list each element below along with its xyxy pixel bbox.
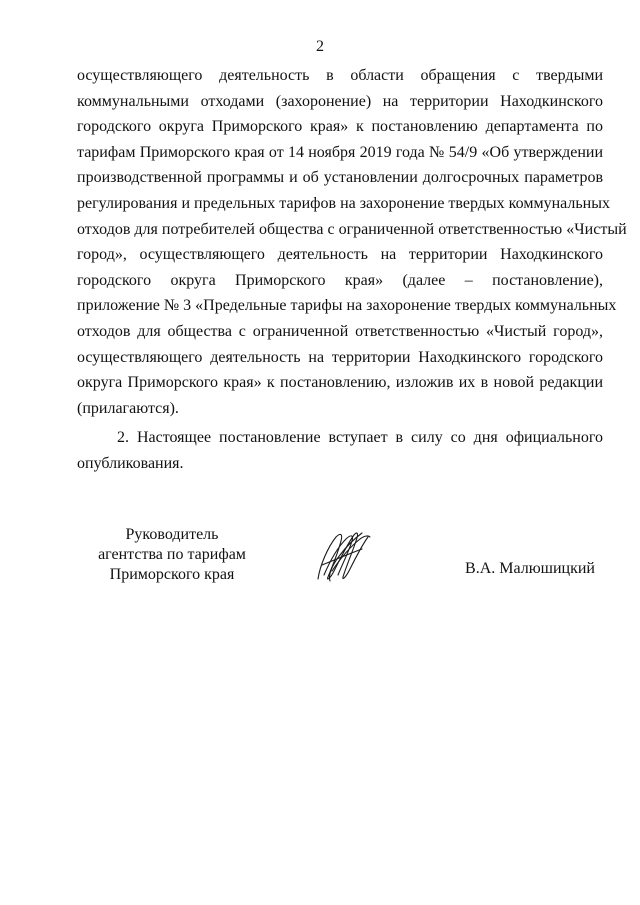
- handwritten-signature: [310, 525, 380, 585]
- text-line: приложение № 3 «Предельные тарифы на захоронение твердых коммунальных: [77, 297, 617, 315]
- text-line: регулирования и предельных тарифов на захоронение твердых коммунальных: [77, 194, 610, 212]
- text-line: осуществляющего деятельность на территории Находкинского городского: [77, 348, 603, 366]
- text-line: отходов для потребителей общества с ограниченной ответственностью «Чистый: [77, 220, 627, 238]
- signer-title-line: Приморского края: [109, 566, 235, 583]
- text-line: осуществляющего деятельность в области обращения с твердыми: [77, 67, 603, 84]
- paragraph-1: [77, 63, 627, 421]
- signer-title: [77, 525, 267, 585]
- text-line: округа Приморского края» к постановлению, изложив их в новой редакции: [77, 374, 603, 392]
- text-line: городского округа Приморского края» (далее – постановление),: [77, 271, 603, 289]
- page-number: 2: [316, 38, 324, 55]
- text-line: производственной программы и об установлении долгосрочных параметров: [77, 169, 603, 187]
- signer-name: В.А. Малюшицкий: [465, 560, 595, 577]
- text-line: тарифам Приморского края от 14 ноября 2019 года № 54/9 «Об утверждении: [77, 143, 603, 161]
- signature-block: [0, 525, 640, 595]
- signer-title-line: Руководитель: [125, 526, 219, 543]
- document-body: [77, 63, 627, 477]
- text-line: городского округа Приморского края» к постановлению департамента по: [77, 118, 603, 136]
- text-line: отходов для общества с ограниченной ответственностью «Чистый город»,: [77, 322, 603, 340]
- text-line: 2. Настоящее постановление вступает в силу со дня официального: [117, 429, 603, 447]
- paragraph-2: [77, 425, 603, 476]
- text-line: опубликования.: [77, 454, 184, 472]
- signer-title-line: агентства по тарифам: [98, 546, 246, 563]
- text-line: город», осуществляющего деятельность на территории Находкинского: [77, 246, 603, 264]
- text-line: (прилагаются).: [77, 399, 179, 417]
- text-line: коммунальными отходами (захоронение) на территории Находкинского: [77, 92, 603, 110]
